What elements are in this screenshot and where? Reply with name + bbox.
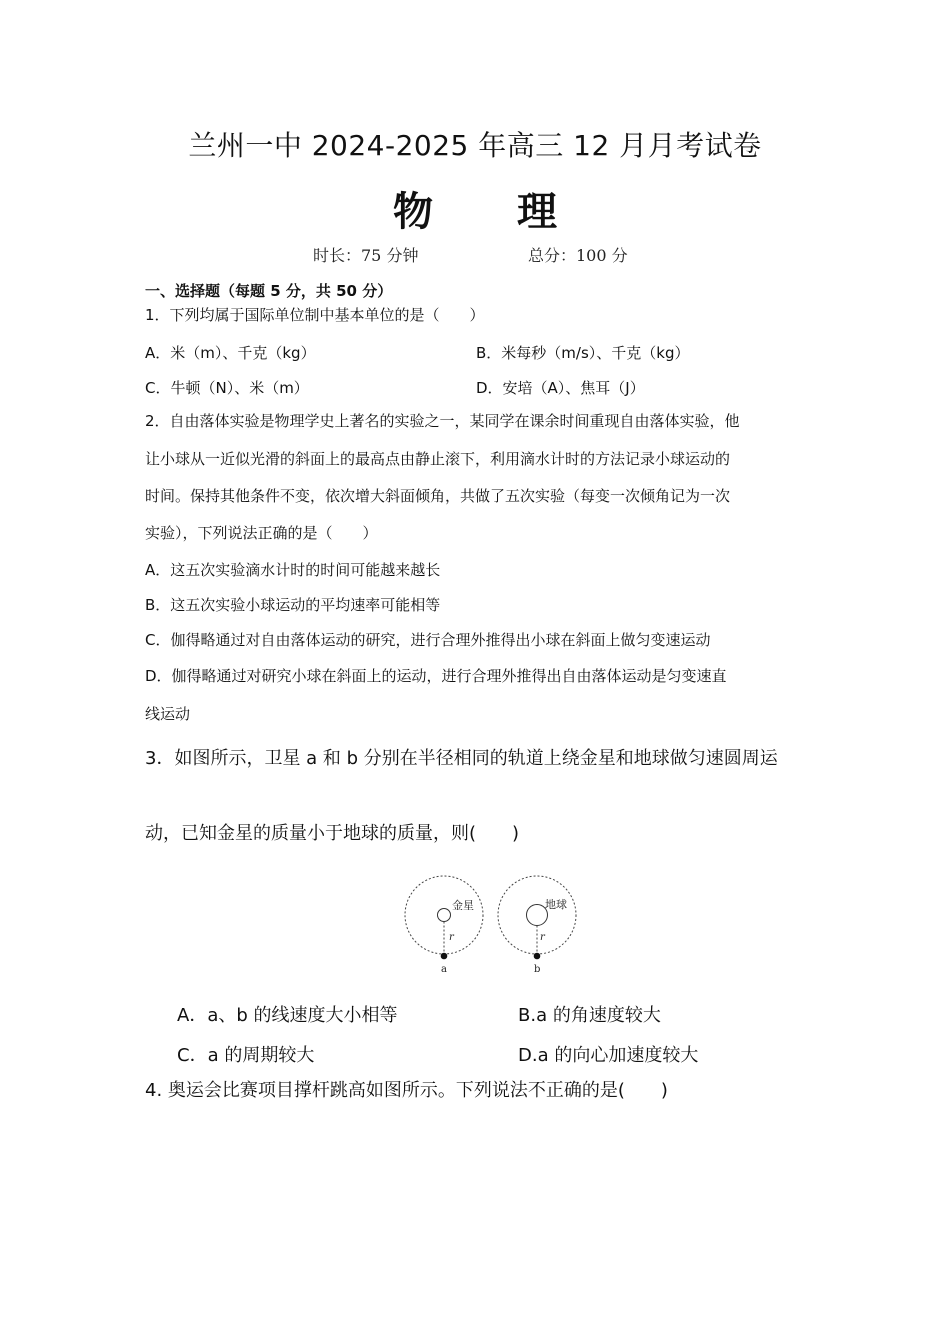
subject-title: [0, 180, 950, 237]
q1-option-b: B．米每秒（m/s）、千克（kg）: [476, 344, 690, 362]
q3-option-a: A．a、b 的线速度大小相等: [177, 1005, 398, 1026]
q1-option-c: C．牛顿（N）、米（m）: [145, 379, 309, 397]
q1-option-a: A．米（m）、千克（kg）: [145, 344, 316, 362]
q2-option-c: C．伽得略通过对自由落体运动的研究，进行合理外推得出小球在斜面上做匀变速运动: [145, 631, 711, 649]
q2-stem-line: 时间。保持其他条件不变，依次增大斜面倾角，共做了五次实验（每变一次倾角记为一次: [145, 487, 731, 505]
q3-orbit-figure: [395, 872, 585, 980]
venus-radius-label: r: [449, 932, 454, 943]
q3-stem-line: 3．如图所示，卫星 a 和 b 分别在半径相同的轨道上绕金星和地球做匀速圆周运: [145, 748, 778, 769]
q2-option-d: D．伽得略通过对研究小球在斜面上的运动，进行合理外推得出自由落体运动是匀变速直: [145, 667, 727, 685]
satellite-a-label: a: [441, 964, 447, 975]
exam-total-score: 总分：100 分: [528, 246, 628, 265]
earth-radius-label: r: [540, 932, 545, 943]
earth-label: 地球: [545, 898, 567, 911]
q1-stem: 1．下列均属于国际单位制中基本单位的是（ ）: [145, 306, 485, 324]
q3-option-d: D.a 的向心加速度较大: [518, 1045, 699, 1066]
subject-char-left: 物: [393, 189, 433, 235]
q3-option-b: B.a 的角速度较大: [518, 1005, 661, 1026]
subject-char-right: 理: [517, 189, 557, 235]
q4-stem: 4. 奥运会比赛项目撑杆跳高如图所示。下列说法不正确的是( ): [145, 1080, 668, 1101]
exam-duration: 时长：75 分钟: [313, 246, 419, 265]
satellite-a: [441, 953, 448, 960]
q2-stem-line: 2．自由落体实验是物理学史上著名的实验之一，某同学在课余时间重现自由落体实验，他: [145, 412, 740, 430]
venus-planet: [438, 909, 451, 922]
q1-option-d: D．安培（A）、焦耳（J）: [476, 379, 645, 397]
q2-stem-line: 让小球从一近似光滑的斜面上的最高点由静止滚下，利用滴水计时的方法记录小球运动的: [145, 450, 731, 468]
satellite-b-label: b: [534, 964, 541, 975]
q2-stem-line: 实验），下列说法正确的是（ ）: [145, 524, 378, 542]
q2-option-b: B．这五次实验小球运动的平均速率可能相等: [145, 596, 441, 614]
venus-label: 金星: [452, 899, 474, 912]
section-heading: 一、选择题（每题 5 分，共 50 分）: [145, 282, 393, 300]
q2-option-a: A．这五次实验滴水计时的时间可能越来越长: [145, 561, 441, 579]
satellite-b: [534, 953, 541, 960]
q3-option-c: C．a 的周期较大: [177, 1045, 315, 1066]
q3-stem-line: 动，已知金星的质量小于地球的质量，则( ): [145, 823, 520, 844]
q2-option-d-continued: 线运动: [145, 705, 191, 723]
exam-title: 兰州一中 2024-2025 年高三 12 月月考试卷: [188, 129, 762, 162]
